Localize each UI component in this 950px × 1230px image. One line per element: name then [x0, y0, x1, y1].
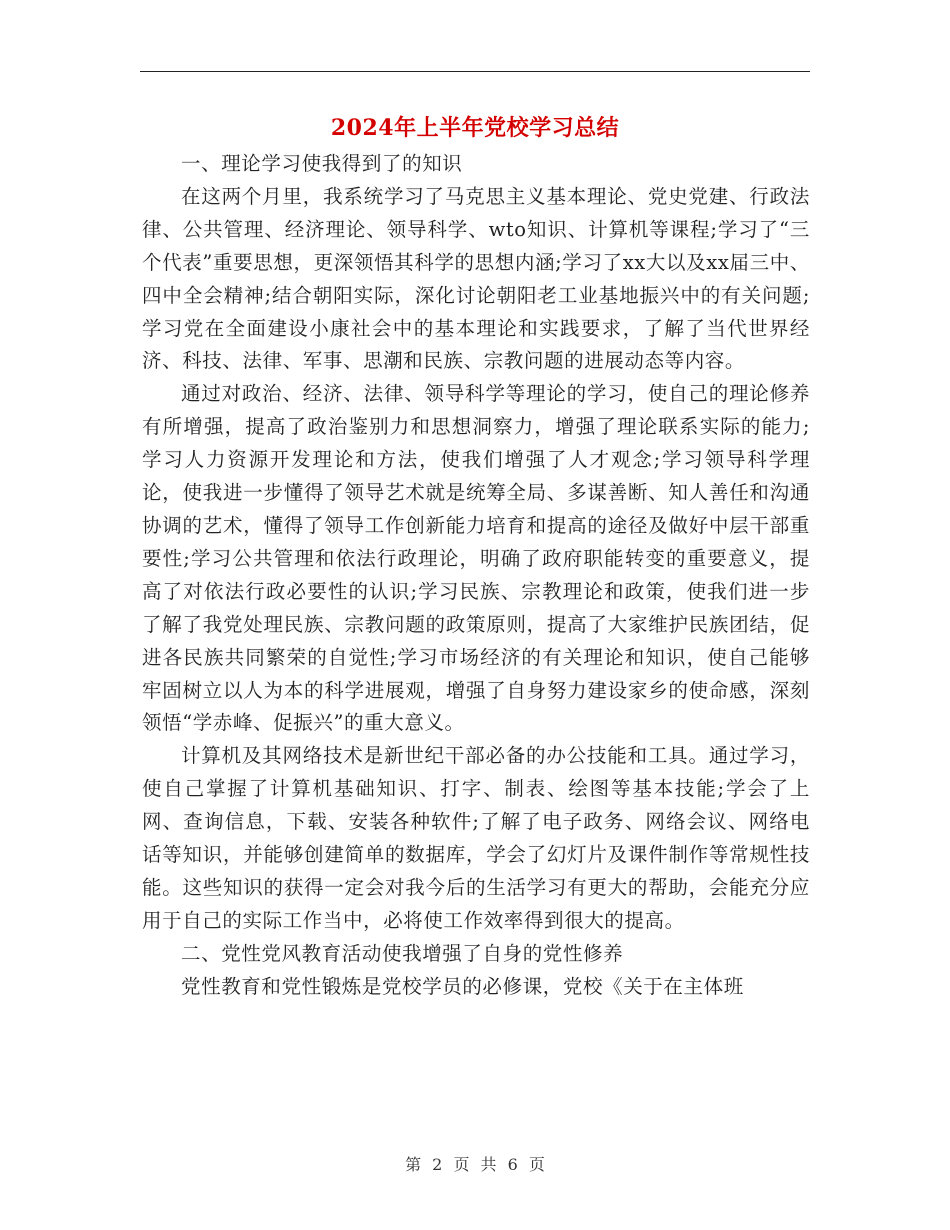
section-heading-1: 一、理论学习使我得到了的知识 [181, 152, 463, 175]
paragraph: 通过对政治、经济、法律、领导科学等理论的学习，使自己的理论修养有所增强，提高了政治鉴别力和思想洞察力，增强了理论联系实际的能力;学习人力资源开发理论和方法，使我们增强了人才观念;学习领导科学理论，使我进一步懂得了领导艺术就是统筹全局、多谋善断、知人善任和沟通协调的艺术，懂得了领导工作创新能力培育和提高的途径及做好中层干部重要性;学习公共管理和依法行政理论，明确了政府职能转变的重要意义，提高了对依法行政必要性的认识;学习民族、宗教理论和政策，使我们进一步了解了我党处理民族、宗教问题的政策原则，提高了大家维护民族团结，促进各民族共同繁荣的自觉性;学习市场经济的有关理论和知识，使自己能够牢固树立以人为本的科学进展观，增强了自身努力建设家乡的使命感，深刻领悟“学赤峰、促振兴”的重大意义。 [142, 382, 810, 735]
document-body [142, 148, 810, 1004]
header-rule [140, 71, 810, 72]
paragraph: 计算机及其网络技术是新世纪干部必备的办公技能和工具。通过学习，使自己掌握了计算机基础知识、打字、制表、绘图等基本技能;学会了上网、查询信息，下载、安装各种软件;了解了电子政务、网络会议、网络电话等知识，并能够创建简单的数据库，学会了幻灯片及课件制作等常规性技能。这些知识的获得一定会对我今后的生活学习有更大的帮助，会能充分应用于自己的实际工作当中，必将使工作效率得到很大的提高。 [142, 744, 810, 932]
paragraph: 党性教育和党性锻炼是党校学员的必修课，党校《关于在主体班 [181, 974, 744, 998]
paragraph: 在这两个月里，我系统学习了马克思主义基本理论、党史党建、行政法律、公共管理、经济理论、领导科学、wto知识、计算机等课程;学习了“三个代表”重要思想，更深领悟其科学的思想内涵;学习了xx大以及xx届三中、四中全会精神;结合朝阳实际，深化讨论朝阳老工业基地振兴中的有关问题;学习党在全面建设小康社会中的基本理论和实践要求，了解了当代世界经济、科技、法律、军事、思潮和民族、宗教问题的进展动态等内容。 [142, 184, 810, 373]
document-title: 2024年上半年党校学习总结 [330, 115, 620, 141]
section-heading-2: 二、党性党风教育活动使我增强了自身的党性修养 [181, 941, 624, 965]
page-footer: 第 2 页 共 6 页 [405, 1155, 545, 1174]
